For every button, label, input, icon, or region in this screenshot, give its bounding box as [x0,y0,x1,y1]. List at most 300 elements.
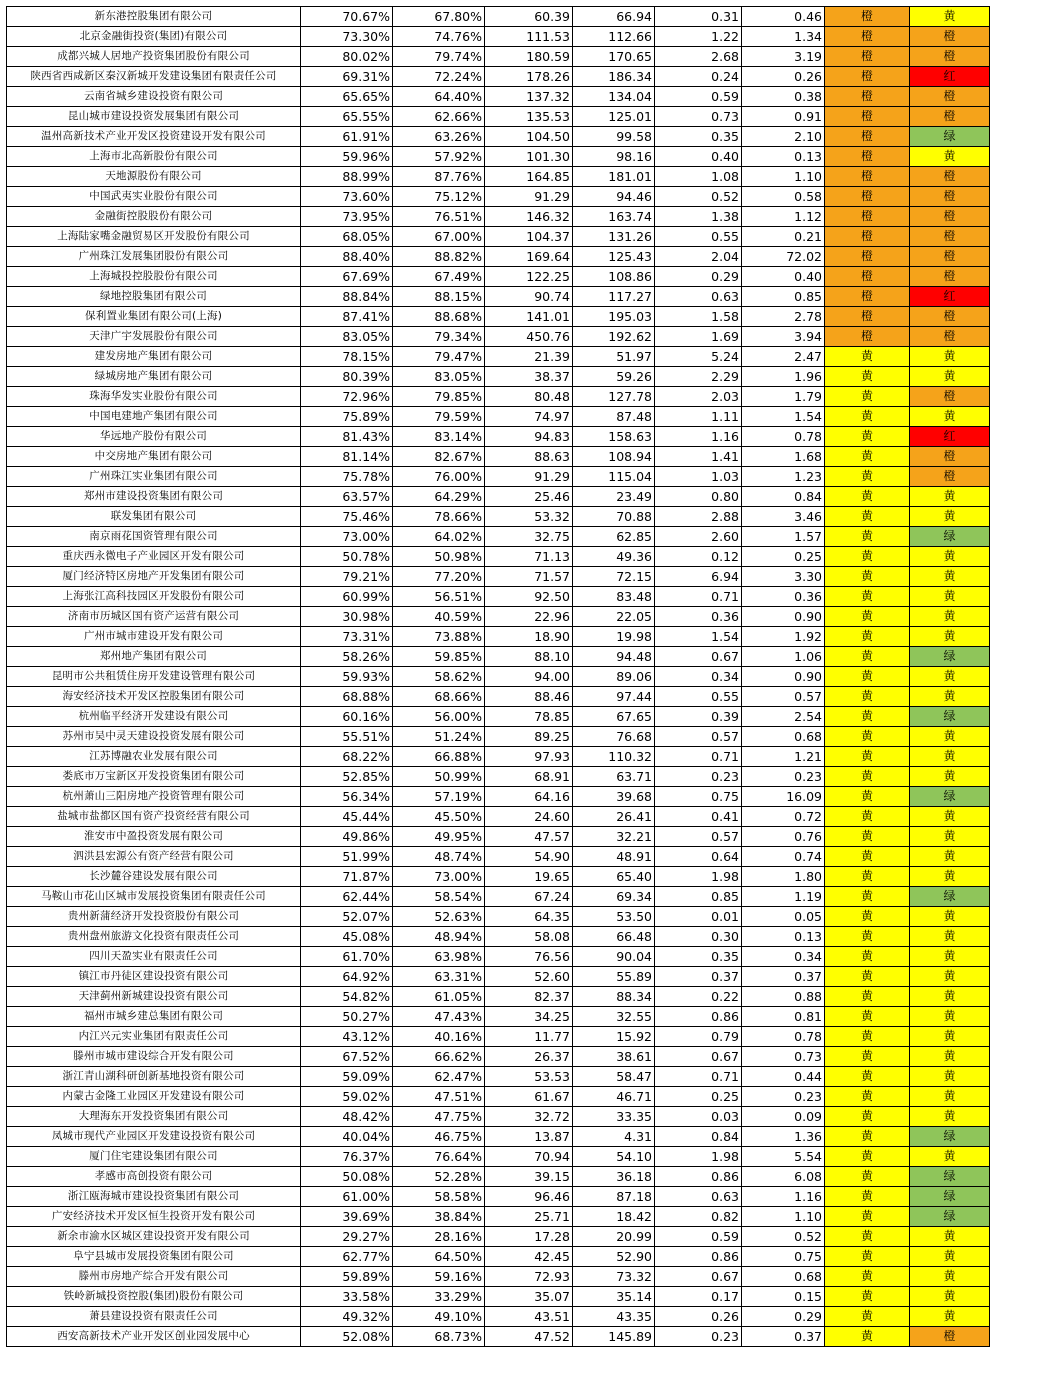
company-name-cell[interactable]: 广安经济技术开发区恒生投资开发有限公司 [7,1207,301,1227]
value-cell[interactable]: 33.58% [301,1287,393,1307]
company-name-cell[interactable]: 铁岭新城投资控股(集团)股份有限公司 [7,1287,301,1307]
rating-cell-2[interactable]: 黄 [910,1227,990,1247]
value-cell[interactable]: 69.31% [301,67,393,87]
value-cell[interactable]: 0.58 [742,187,825,207]
value-cell[interactable]: 43.12% [301,1027,393,1047]
value-cell[interactable]: 0.52 [742,1227,825,1247]
value-cell[interactable]: 76.64% [393,1147,485,1167]
value-cell[interactable]: 74.97 [485,407,573,427]
rating-cell-1[interactable]: 黄 [825,967,910,987]
company-name-cell[interactable]: 杭州临平经济开发建设有限公司 [7,707,301,727]
value-cell[interactable]: 56.00% [393,707,485,727]
value-cell[interactable]: 25.46 [485,487,573,507]
rating-cell-2[interactable]: 橙 [910,327,990,347]
value-cell[interactable]: 122.25 [485,267,573,287]
value-cell[interactable]: 0.12 [655,547,742,567]
value-cell[interactable]: 63.98% [393,947,485,967]
value-cell[interactable]: 0.37 [655,967,742,987]
value-cell[interactable]: 63.57% [301,487,393,507]
rating-cell-1[interactable]: 黄 [825,367,910,387]
value-cell[interactable]: 1.08 [655,167,742,187]
value-cell[interactable]: 67.69% [301,267,393,287]
company-name-cell[interactable]: 滕州市城市建设综合开发有限公司 [7,1047,301,1067]
company-name-cell[interactable]: 天津广宇发展股份有限公司 [7,327,301,347]
value-cell[interactable]: 112.66 [573,27,655,47]
value-cell[interactable]: 104.50 [485,127,573,147]
value-cell[interactable]: 59.16% [393,1267,485,1287]
value-cell[interactable]: 80.48 [485,387,573,407]
value-cell[interactable]: 75.89% [301,407,393,427]
value-cell[interactable]: 73.60% [301,187,393,207]
value-cell[interactable]: 79.74% [393,47,485,67]
value-cell[interactable]: 66.62% [393,1047,485,1067]
rating-cell-2[interactable]: 黄 [910,1007,990,1027]
value-cell[interactable]: 79.59% [393,407,485,427]
value-cell[interactable]: 169.64 [485,247,573,267]
value-cell[interactable]: 73.31% [301,627,393,647]
value-cell[interactable]: 1.38 [655,207,742,227]
company-name-cell[interactable]: 大理海东开发投资集团有限公司 [7,1107,301,1127]
value-cell[interactable]: 0.90 [742,667,825,687]
value-cell[interactable]: 68.73% [393,1327,485,1347]
value-cell[interactable]: 3.94 [742,327,825,347]
value-cell[interactable]: 35.07 [485,1287,573,1307]
value-cell[interactable]: 29.27% [301,1227,393,1247]
value-cell[interactable]: 0.71 [655,1067,742,1087]
value-cell[interactable]: 51.24% [393,727,485,747]
company-name-cell[interactable]: 中国武夷实业股份有限公司 [7,187,301,207]
rating-cell-1[interactable]: 黄 [825,1087,910,1107]
value-cell[interactable]: 47.52 [485,1327,573,1347]
value-cell[interactable]: 1.80 [742,867,825,887]
value-cell[interactable]: 72.24% [393,67,485,87]
rating-cell-2[interactable]: 橙 [910,107,990,127]
rating-cell-2[interactable]: 橙 [910,27,990,47]
value-cell[interactable]: 6.94 [655,567,742,587]
value-cell[interactable]: 6.08 [742,1167,825,1187]
value-cell[interactable]: 0.13 [742,927,825,947]
value-cell[interactable]: 108.86 [573,267,655,287]
rating-cell-2[interactable]: 黄 [910,1267,990,1287]
company-name-cell[interactable]: 天地源股份有限公司 [7,167,301,187]
value-cell[interactable]: 0.59 [655,1227,742,1247]
rating-cell-2[interactable]: 橙 [910,87,990,107]
value-cell[interactable]: 62.44% [301,887,393,907]
value-cell[interactable]: 87.76% [393,167,485,187]
value-cell[interactable]: 163.74 [573,207,655,227]
value-cell[interactable]: 164.85 [485,167,573,187]
value-cell[interactable]: 1.12 [742,207,825,227]
value-cell[interactable]: 58.58% [393,1187,485,1207]
value-cell[interactable]: 18.90 [485,627,573,647]
rating-cell-1[interactable]: 黄 [825,1187,910,1207]
value-cell[interactable]: 75.78% [301,467,393,487]
value-cell[interactable]: 0.85 [655,887,742,907]
value-cell[interactable]: 40.16% [393,1027,485,1047]
value-cell[interactable]: 1.23 [742,467,825,487]
company-name-cell[interactable]: 昆明市公共租赁住房开发建设管理有限公司 [7,667,301,687]
rating-cell-2[interactable]: 红 [910,427,990,447]
value-cell[interactable]: 73.88% [393,627,485,647]
value-cell[interactable]: 145.89 [573,1327,655,1347]
value-cell[interactable]: 4.31 [573,1127,655,1147]
value-cell[interactable]: 19.65 [485,867,573,887]
company-name-cell[interactable]: 孝感市高创投资有限公司 [7,1167,301,1187]
rating-cell-1[interactable]: 黄 [825,827,910,847]
value-cell[interactable]: 178.26 [485,67,573,87]
value-cell[interactable]: 59.85% [393,647,485,667]
value-cell[interactable]: 0.37 [742,967,825,987]
value-cell[interactable]: 0.25 [742,547,825,567]
company-name-cell[interactable]: 华远地产股份有限公司 [7,427,301,447]
value-cell[interactable]: 83.05% [393,367,485,387]
value-cell[interactable]: 48.94% [393,927,485,947]
rating-cell-1[interactable]: 黄 [825,547,910,567]
rating-cell-2[interactable]: 黄 [910,407,990,427]
company-name-cell[interactable]: 浙江瓯海城市建设投资集团有限公司 [7,1187,301,1207]
value-cell[interactable]: 25.71 [485,1207,573,1227]
value-cell[interactable]: 0.13 [742,147,825,167]
value-cell[interactable]: 73.95% [301,207,393,227]
value-cell[interactable]: 0.63 [655,1187,742,1207]
value-cell[interactable]: 52.85% [301,767,393,787]
value-cell[interactable]: 1.54 [655,627,742,647]
value-cell[interactable]: 16.09 [742,787,825,807]
value-cell[interactable]: 1.03 [655,467,742,487]
value-cell[interactable]: 32.72 [485,1107,573,1127]
value-cell[interactable]: 88.15% [393,287,485,307]
value-cell[interactable]: 0.30 [655,927,742,947]
value-cell[interactable]: 26.37 [485,1047,573,1067]
value-cell[interactable]: 67.52% [301,1047,393,1067]
value-cell[interactable]: 0.90 [742,607,825,627]
value-cell[interactable]: 127.78 [573,387,655,407]
value-cell[interactable]: 0.84 [742,487,825,507]
rating-cell-1[interactable]: 橙 [825,107,910,127]
value-cell[interactable]: 0.75 [655,787,742,807]
value-cell[interactable]: 1.68 [742,447,825,467]
value-cell[interactable]: 0.41 [655,807,742,827]
value-cell[interactable]: 50.27% [301,1007,393,1027]
company-name-cell[interactable]: 成都兴城人居地产投资集团股份有限公司 [7,47,301,67]
value-cell[interactable]: 0.26 [655,1307,742,1327]
rating-cell-2[interactable]: 橙 [910,447,990,467]
value-cell[interactable]: 78.15% [301,347,393,367]
rating-cell-1[interactable]: 橙 [825,27,910,47]
value-cell[interactable]: 0.01 [655,907,742,927]
company-name-cell[interactable]: 联发集团有限公司 [7,507,301,527]
value-cell[interactable]: 28.16% [393,1227,485,1247]
rating-cell-1[interactable]: 黄 [825,567,910,587]
value-cell[interactable]: 22.96 [485,607,573,627]
rating-cell-1[interactable]: 橙 [825,167,910,187]
value-cell[interactable]: 62.85 [573,527,655,547]
value-cell[interactable]: 0.22 [655,987,742,1007]
value-cell[interactable]: 0.31 [655,7,742,27]
value-cell[interactable]: 97.44 [573,687,655,707]
value-cell[interactable]: 0.36 [655,607,742,627]
company-name-cell[interactable]: 盐城市盐都区国有资产投资经营有限公司 [7,807,301,827]
rating-cell-1[interactable]: 黄 [825,1127,910,1147]
value-cell[interactable]: 0.74 [742,847,825,867]
company-name-cell[interactable]: 南京雨花国资管理有限公司 [7,527,301,547]
value-cell[interactable]: 66.88% [393,747,485,767]
value-cell[interactable]: 50.99% [393,767,485,787]
rating-cell-1[interactable]: 橙 [825,287,910,307]
value-cell[interactable]: 90.74 [485,287,573,307]
value-cell[interactable]: 59.26 [573,367,655,387]
value-cell[interactable]: 89.25 [485,727,573,747]
value-cell[interactable]: 97.93 [485,747,573,767]
rating-cell-2[interactable]: 绿 [910,527,990,547]
rating-cell-2[interactable]: 绿 [910,887,990,907]
rating-cell-2[interactable]: 黄 [910,607,990,627]
rating-cell-1[interactable]: 黄 [825,1327,910,1347]
rating-cell-1[interactable]: 黄 [825,1287,910,1307]
value-cell[interactable]: 1.16 [655,427,742,447]
value-cell[interactable]: 38.61 [573,1047,655,1067]
value-cell[interactable]: 0.55 [655,227,742,247]
value-cell[interactable]: 1.41 [655,447,742,467]
value-cell[interactable]: 88.63 [485,447,573,467]
value-cell[interactable]: 0.72 [742,807,825,827]
value-cell[interactable]: 61.00% [301,1187,393,1207]
company-name-cell[interactable]: 阜宁县城市发展投资集团有限公司 [7,1247,301,1267]
rating-cell-2[interactable]: 黄 [910,1147,990,1167]
value-cell[interactable]: 58.08 [485,927,573,947]
value-cell[interactable]: 2.04 [655,247,742,267]
value-cell[interactable]: 39.69% [301,1207,393,1227]
value-cell[interactable]: 181.01 [573,167,655,187]
value-cell[interactable]: 1.54 [742,407,825,427]
value-cell[interactable]: 24.60 [485,807,573,827]
company-name-cell[interactable]: 淮安市中盈投资发展有限公司 [7,827,301,847]
value-cell[interactable]: 0.67 [655,647,742,667]
rating-cell-2[interactable]: 绿 [910,1207,990,1227]
rating-cell-1[interactable]: 黄 [825,527,910,547]
value-cell[interactable]: 81.14% [301,447,393,467]
value-cell[interactable]: 0.23 [742,767,825,787]
value-cell[interactable]: 0.55 [655,687,742,707]
company-name-cell[interactable]: 绿城房地产集团有限公司 [7,367,301,387]
value-cell[interactable]: 70.88 [573,507,655,527]
value-cell[interactable]: 47.75% [393,1107,485,1127]
value-cell[interactable]: 0.71 [655,587,742,607]
rating-cell-1[interactable]: 黄 [825,407,910,427]
rating-cell-2[interactable]: 绿 [910,127,990,147]
value-cell[interactable]: 62.66% [393,107,485,127]
company-name-cell[interactable]: 广州珠江实业集团有限公司 [7,467,301,487]
value-cell[interactable]: 1.16 [742,1187,825,1207]
rating-cell-2[interactable]: 橙 [910,47,990,67]
value-cell[interactable]: 78.66% [393,507,485,527]
rating-cell-2[interactable]: 黄 [910,547,990,567]
value-cell[interactable]: 0.68 [742,727,825,747]
rating-cell-2[interactable]: 橙 [910,1327,990,1347]
value-cell[interactable]: 0.63 [655,287,742,307]
value-cell[interactable]: 5.24 [655,347,742,367]
value-cell[interactable]: 52.60 [485,967,573,987]
value-cell[interactable]: 0.52 [655,187,742,207]
value-cell[interactable]: 0.23 [655,1327,742,1347]
company-name-cell[interactable]: 郑州地产集团有限公司 [7,647,301,667]
rating-cell-2[interactable]: 黄 [910,487,990,507]
rating-cell-2[interactable]: 橙 [910,467,990,487]
rating-cell-1[interactable]: 黄 [825,947,910,967]
value-cell[interactable]: 2.47 [742,347,825,367]
value-cell[interactable]: 1.06 [742,647,825,667]
value-cell[interactable]: 43.35 [573,1307,655,1327]
value-cell[interactable]: 68.88% [301,687,393,707]
value-cell[interactable]: 1.10 [742,1207,825,1227]
rating-cell-2[interactable]: 橙 [910,207,990,227]
company-name-cell[interactable]: 内蒙古金隆工业园区开发建设有限公司 [7,1087,301,1107]
rating-cell-1[interactable]: 黄 [825,427,910,447]
value-cell[interactable]: 54.90 [485,847,573,867]
value-cell[interactable]: 61.70% [301,947,393,967]
value-cell[interactable]: 57.92% [393,147,485,167]
value-cell[interactable]: 71.57 [485,567,573,587]
value-cell[interactable]: 58.54% [393,887,485,907]
value-cell[interactable]: 1.21 [742,747,825,767]
value-cell[interactable]: 0.38 [742,87,825,107]
value-cell[interactable]: 0.59 [655,87,742,107]
value-cell[interactable]: 52.90 [573,1247,655,1267]
value-cell[interactable]: 1.57 [742,527,825,547]
rating-cell-2[interactable]: 橙 [910,247,990,267]
value-cell[interactable]: 72.96% [301,387,393,407]
value-cell[interactable]: 1.98 [655,1147,742,1167]
rating-cell-1[interactable]: 黄 [825,627,910,647]
value-cell[interactable]: 81.43% [301,427,393,447]
value-cell[interactable]: 64.02% [393,527,485,547]
value-cell[interactable]: 0.23 [742,1087,825,1107]
value-cell[interactable]: 33.35 [573,1107,655,1127]
value-cell[interactable]: 1.22 [655,27,742,47]
value-cell[interactable]: 32.21 [573,827,655,847]
rating-cell-1[interactable]: 橙 [825,187,910,207]
value-cell[interactable]: 76.00% [393,467,485,487]
rating-cell-1[interactable]: 黄 [825,1247,910,1267]
rating-cell-2[interactable]: 黄 [910,727,990,747]
value-cell[interactable]: 1.58 [655,307,742,327]
rating-cell-1[interactable]: 黄 [825,507,910,527]
value-cell[interactable]: 125.01 [573,107,655,127]
rating-cell-1[interactable]: 黄 [825,1207,910,1227]
company-name-cell[interactable]: 郑州市建设投资集团有限公司 [7,487,301,507]
company-name-cell[interactable]: 天津蓟州新城建设投资有限公司 [7,987,301,1007]
company-name-cell[interactable]: 浙江青山湖科研创新基地投资有限公司 [7,1067,301,1087]
rating-cell-1[interactable]: 黄 [825,687,910,707]
value-cell[interactable]: 76.56 [485,947,573,967]
value-cell[interactable]: 180.59 [485,47,573,67]
value-cell[interactable]: 94.00 [485,667,573,687]
value-cell[interactable]: 0.39 [655,707,742,727]
value-cell[interactable]: 0.68 [742,1267,825,1287]
value-cell[interactable]: 450.76 [485,327,573,347]
value-cell[interactable]: 131.26 [573,227,655,247]
company-name-cell[interactable]: 上海市北高新股份有限公司 [7,147,301,167]
value-cell[interactable]: 0.64 [655,847,742,867]
value-cell[interactable]: 1.36 [742,1127,825,1147]
value-cell[interactable]: 0.78 [742,1027,825,1047]
value-cell[interactable]: 50.08% [301,1167,393,1187]
value-cell[interactable]: 88.10 [485,647,573,667]
value-cell[interactable]: 0.24 [655,67,742,87]
rating-cell-2[interactable]: 绿 [910,1167,990,1187]
rating-cell-1[interactable]: 黄 [825,1047,910,1067]
value-cell[interactable]: 68.05% [301,227,393,247]
rating-cell-2[interactable]: 黄 [910,507,990,527]
value-cell[interactable]: 2.60 [655,527,742,547]
company-name-cell[interactable]: 厦门经济特区房地产开发集团有限公司 [7,567,301,587]
company-name-cell[interactable]: 江苏博融农业发展有限公司 [7,747,301,767]
value-cell[interactable]: 110.32 [573,747,655,767]
value-cell[interactable]: 17.28 [485,1227,573,1247]
value-cell[interactable]: 0.84 [655,1127,742,1147]
rating-cell-1[interactable]: 黄 [825,867,910,887]
value-cell[interactable]: 1.96 [742,367,825,387]
value-cell[interactable]: 43.51 [485,1307,573,1327]
company-name-cell[interactable]: 建发房地产集团有限公司 [7,347,301,367]
rating-cell-2[interactable]: 绿 [910,1127,990,1147]
company-name-cell[interactable]: 滕州市房地产综合开发有限公司 [7,1267,301,1287]
value-cell[interactable]: 158.63 [573,427,655,447]
value-cell[interactable]: 61.91% [301,127,393,147]
value-cell[interactable]: 0.73 [742,1047,825,1067]
value-cell[interactable]: 88.46 [485,687,573,707]
value-cell[interactable]: 76.37% [301,1147,393,1167]
value-cell[interactable]: 71.87% [301,867,393,887]
company-name-cell[interactable]: 海安经济技术开发区控股集团有限公司 [7,687,301,707]
rating-cell-1[interactable]: 黄 [825,927,910,947]
value-cell[interactable]: 73.00% [393,867,485,887]
rating-cell-1[interactable]: 黄 [825,807,910,827]
company-name-cell[interactable]: 四川天盈实业有限责任公司 [7,947,301,967]
rating-cell-1[interactable]: 黄 [825,647,910,667]
value-cell[interactable]: 146.32 [485,207,573,227]
value-cell[interactable]: 134.04 [573,87,655,107]
rating-cell-1[interactable]: 黄 [825,467,910,487]
value-cell[interactable]: 0.67 [655,1047,742,1067]
value-cell[interactable]: 49.32% [301,1307,393,1327]
value-cell[interactable]: 89.06 [573,667,655,687]
value-cell[interactable]: 0.67 [655,1267,742,1287]
company-name-cell[interactable]: 昆山城市建设投资发展集团有限公司 [7,107,301,127]
value-cell[interactable]: 48.42% [301,1107,393,1127]
rating-cell-1[interactable]: 黄 [825,1107,910,1127]
value-cell[interactable]: 0.44 [742,1067,825,1087]
value-cell[interactable]: 22.05 [573,607,655,627]
value-cell[interactable]: 62.47% [393,1067,485,1087]
value-cell[interactable]: 72.93 [485,1267,573,1287]
value-cell[interactable]: 80.39% [301,367,393,387]
rating-cell-1[interactable]: 橙 [825,47,910,67]
value-cell[interactable]: 64.40% [393,87,485,107]
value-cell[interactable]: 19.98 [573,627,655,647]
value-cell[interactable]: 50.78% [301,547,393,567]
value-cell[interactable]: 137.32 [485,87,573,107]
value-cell[interactable]: 0.34 [655,667,742,687]
value-cell[interactable]: 88.99% [301,167,393,187]
value-cell[interactable]: 64.50% [393,1247,485,1267]
company-name-cell[interactable]: 温州高新技术产业开发区投资建设开发有限公司 [7,127,301,147]
value-cell[interactable]: 0.86 [655,1247,742,1267]
value-cell[interactable]: 3.19 [742,47,825,67]
company-name-cell[interactable]: 广州市城市建设开发有限公司 [7,627,301,647]
value-cell[interactable]: 0.73 [655,107,742,127]
value-cell[interactable]: 5.54 [742,1147,825,1167]
